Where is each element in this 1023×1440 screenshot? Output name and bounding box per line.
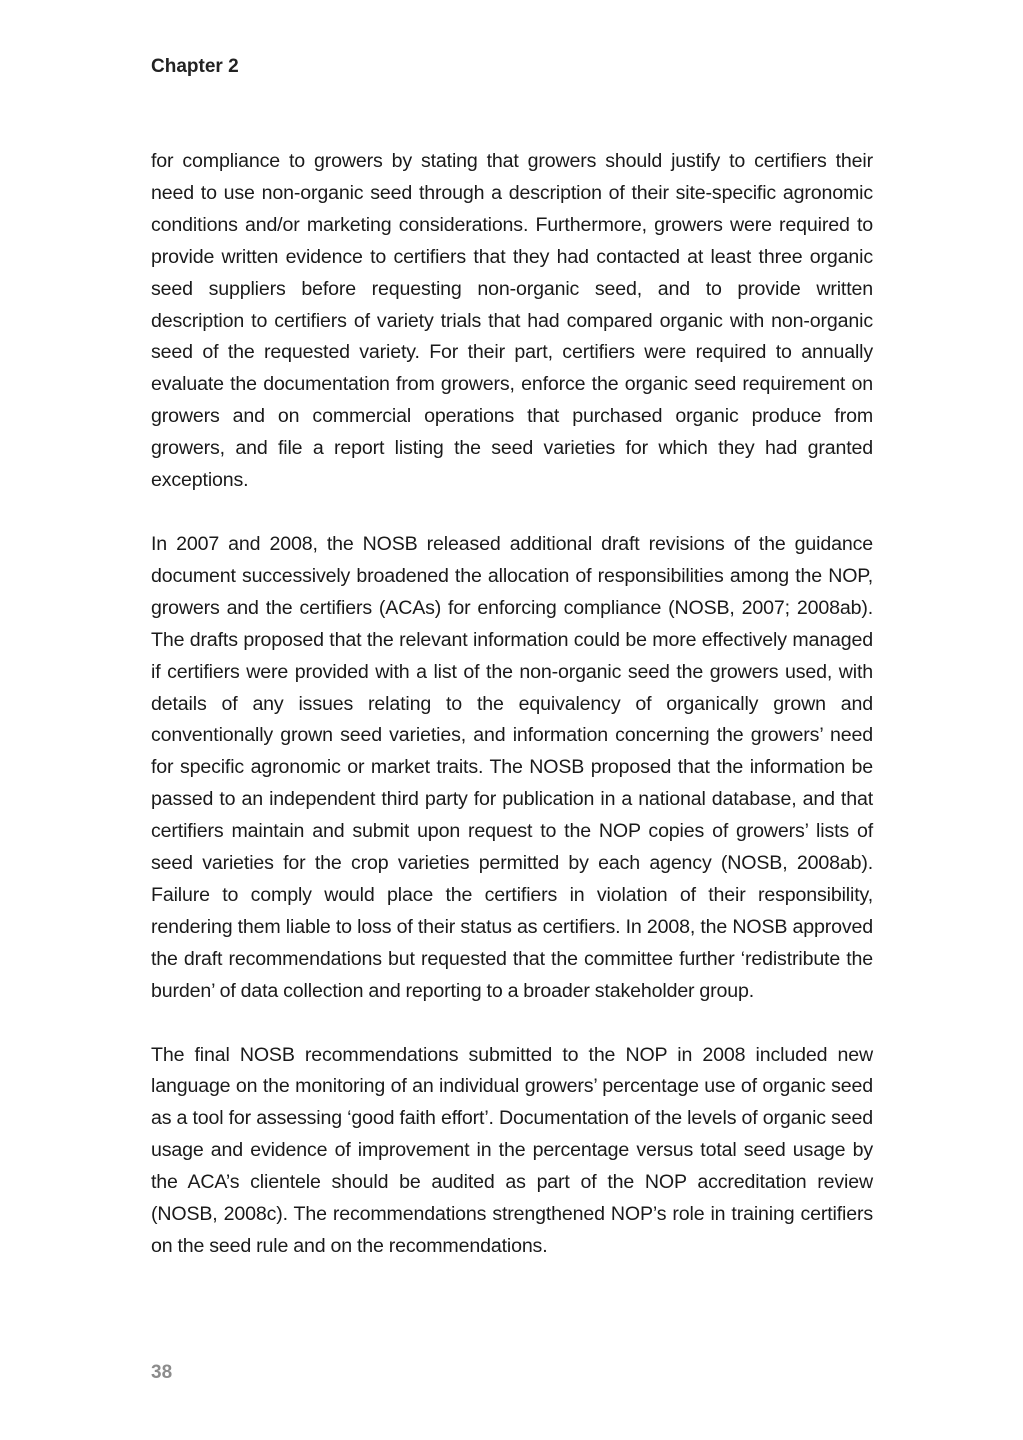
paragraph-1: for compliance to growers by stating that growers should justify to certifiers their need to use non-organic seed through a description of their site-specific agronomic conditions and/or marketing considerations. Furthermore, growers were required to provide written evidence to certifiers that they had contacted at least three organic seed suppliers before requesting non-organic seed, and to provide written description to certifiers of variety trials that had compared organic with non-organic seed of the requested variety. For their part, certifiers were required to annually evaluate the documentation from growers, enforce the organic seed requirement on growers and on commercial operations that purchased organic produce from growers, and file a report listing the seed varieties for which they had granted exceptions. — [151, 150, 873, 492]
running-head: Chapter 2 — [151, 56, 239, 77]
body-text — [151, 146, 873, 1263]
page-number: 38 — [151, 1362, 173, 1383]
paragraph-2: In 2007 and 2008, the NOSB released additional draft revisions of the guidance document successively broadened the allocation of responsibilities among the NOP, growers and the certifiers (ACAs) for enforcing compliance (NOSB, 2007; 2008ab). The drafts proposed that the relevant information could be more effectively managed if certifiers were provided with a list of the non-organic seed the growers used, with details of any issues relating to the equivalency of organically grown and conventionally grown seed varieties, and information concerning the growers’ need for specific agronomic or market traits. The NOSB proposed that the information be passed to an independent third party for publication in a national database, and that certifiers maintain and submit upon request to the NOP copies of growers’ lists of seed varieties for the crop varieties permitted by each agency (NOSB, 2008ab). Failure to comply would place the certifiers in violation of their responsibility, rendering them liable to loss of their status as certifiers. In 2008, the NOSB approved the draft recommendations but requested that the committee further ‘redistribute the burden’ of data collection and reporting to a broader stakeholder group. — [151, 532, 873, 1002]
paragraph-3: The final NOSB recommendations submitted to the NOP in 2008 included new language on the monitoring of an individual growers’ percentage use of organic seed as a tool for assessing ‘good faith effort’. Documentation of the levels of organic seed usage and evidence of improvement in the percentage versus total seed usage by the ACA’s clientele should be audited as part of the NOP accreditation review (NOSB, 2008c). The recommendations strengthened NOP’s role in training certifiers on the seed rule and on the recommendations. — [151, 1043, 873, 1257]
